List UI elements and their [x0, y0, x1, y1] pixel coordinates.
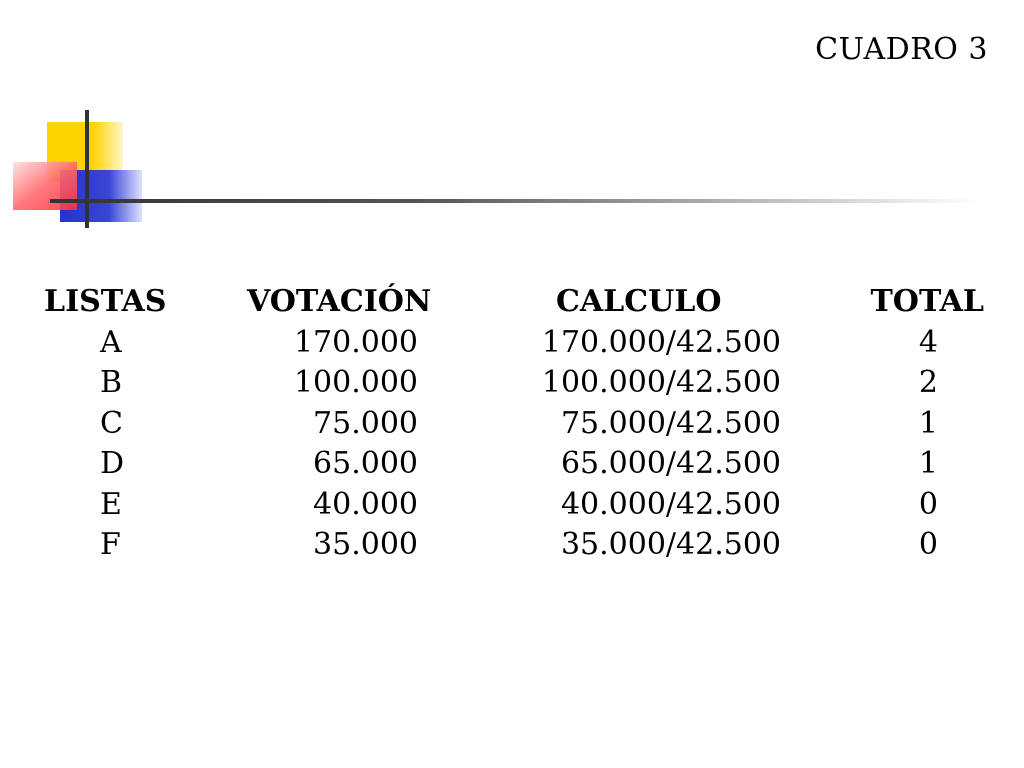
header-listas: LISTAS — [44, 284, 167, 319]
cell-votacion: 75.000 — [313, 405, 418, 441]
table-row — [0, 404, 1024, 445]
cell-lista: B — [100, 365, 123, 400]
cell-total: 4 — [918, 324, 938, 360]
cell-total: 0 — [918, 486, 938, 522]
header-total: TOTAL — [870, 284, 984, 319]
table-row — [0, 444, 1024, 485]
cell-calculo: 100.000/42.500 — [541, 365, 781, 400]
cell-lista: D — [100, 446, 125, 481]
cell-lista: F — [100, 527, 121, 562]
decorative-squares-graphic — [0, 100, 1024, 240]
header-calculo: CALCULO — [556, 284, 722, 319]
cell-total: 1 — [918, 405, 938, 441]
results-table — [0, 282, 1024, 566]
table-row — [0, 485, 1024, 526]
cell-calculo: 65.000/42.500 — [560, 446, 781, 481]
cell-votacion: 40.000 — [313, 486, 418, 522]
cell-calculo: 35.000/42.500 — [560, 527, 781, 562]
cell-lista: C — [100, 405, 123, 441]
cell-votacion: 65.000 — [313, 446, 418, 481]
table-row — [0, 525, 1024, 566]
cell-votacion: 35.000 — [313, 527, 418, 562]
table-header-row — [0, 282, 1024, 323]
cell-calculo: 170.000/42.500 — [541, 324, 781, 360]
cell-total: 0 — [918, 527, 938, 562]
header-votacion: VOTACIÓN — [247, 284, 432, 319]
cell-calculo: 40.000/42.500 — [560, 486, 781, 522]
cell-votacion: 170.000 — [293, 324, 418, 360]
cell-lista: E — [100, 486, 122, 522]
cell-lista: A — [100, 324, 122, 360]
table-row — [0, 363, 1024, 404]
cell-calculo: 75.000/42.500 — [560, 405, 781, 441]
horizontal-line — [50, 199, 980, 203]
cell-total: 2 — [918, 365, 938, 400]
slide-title: CUADRO 3 — [815, 32, 988, 67]
cell-votacion: 100.000 — [293, 365, 418, 400]
vertical-line — [85, 110, 89, 228]
cell-total: 1 — [918, 446, 938, 481]
table-row — [0, 323, 1024, 364]
